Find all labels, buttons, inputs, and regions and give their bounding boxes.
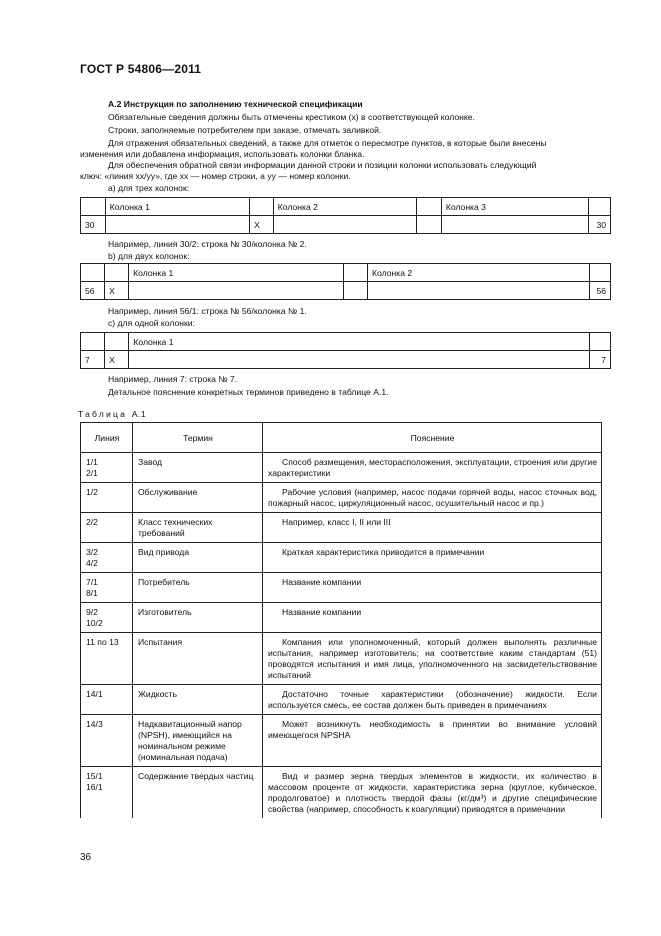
table-caption-number: А.1 [131, 409, 147, 419]
paragraph: изменения или добавлена информация, использовать колонки бланка. [80, 149, 365, 159]
cell-line: 9/2 10/2 [81, 603, 133, 633]
cell-explanation: Рабочие условия (например, насос подачи горячей воды, насос сточных вод, пожарный насос, циркуляционный насос, осушительный насос и пр.) [263, 483, 602, 513]
paragraph: Для отражения обязательных сведений, а также для отметок о пересмотре пунктов, в которые были внесены [108, 138, 547, 148]
cell-explanation: Например, класс I, II или III [263, 513, 602, 543]
table-row [81, 603, 602, 633]
cell-explanation: Краткая характеристика приводится в примечании [263, 543, 602, 573]
example-two-columns [80, 263, 611, 300]
example-note: Например, линия 7: строка № 7. [108, 374, 238, 384]
cross-mark: X [105, 282, 129, 300]
paragraph: Для обеспечения обратной связи информации данной строки и позиции колонки использовать следующий [108, 160, 537, 170]
example-three-columns [80, 197, 611, 234]
page-number: 36 [80, 852, 92, 863]
line-number-right: 7 [589, 351, 610, 369]
cross-mark: X [105, 351, 129, 369]
cell-term: Испытания [133, 633, 263, 685]
cross-mark: X [250, 216, 274, 234]
terms-table [80, 422, 602, 818]
cell-explanation: Вид и размер зерна твердых элементов в жидкости, их количество в массовом проценте от жидкости, характеристика зерна (круглое, кубическое, продолговатое) и плотность твердой фазы (кг/дм³) и другие специфические свойства (например, способность к коагуляции) приводятся в примечании [263, 767, 602, 819]
line-number-right: 30 [589, 216, 611, 234]
cell-line: 11 по 13 [81, 633, 133, 685]
table-caption [78, 409, 146, 419]
section-title: А.2 Инструкция по заполнению технической спецификации [108, 99, 363, 109]
cell-explanation: Достаточно точные характеристики (обозначение) жидкости. Если используется смесь, ее состав должен быть приведен в примечаниях [263, 685, 602, 715]
cell-term: Надкавитационный напор (NPSH), имеющийся на номинальном режиме (номинальная подача) [133, 715, 263, 767]
cell-line: 1/2 [81, 483, 133, 513]
paragraph: Строки, заполняемые потребителем при заказе, отмечать заливкой. [108, 125, 382, 135]
cell-term: Класс технических требований [133, 513, 263, 543]
cell-term: Обслуживание [133, 483, 263, 513]
cell-term: Содержание твердых частиц [133, 767, 263, 819]
example-label: b) для двух колонок: [108, 251, 190, 261]
column-label: Колонка 1 [129, 264, 344, 282]
line-number-right: 56 [589, 282, 610, 300]
header-line: Линия [81, 423, 133, 453]
cell-term: Изготовитель [133, 603, 263, 633]
table-row [81, 767, 602, 819]
example-note: Например, линия 56/1: строка № 56/колонка № 1. [108, 306, 307, 316]
column-label: Колонка 1 [105, 198, 249, 216]
table-row [81, 573, 602, 603]
cell-line: 14/3 [81, 715, 133, 767]
table-row [81, 513, 602, 543]
cell-term: Жидкость [133, 685, 263, 715]
column-label: Колонка 2 [273, 198, 416, 216]
cell-term: Потребитель [133, 573, 263, 603]
example-label: а) для трех колонок: [108, 183, 190, 193]
table-row [81, 453, 602, 483]
table-row [81, 685, 602, 715]
table-row [81, 633, 602, 685]
line-number: 56 [81, 282, 105, 300]
column-label: Колонка 3 [441, 198, 588, 216]
table-row [81, 715, 602, 767]
cell-line: 1/1 2/1 [81, 453, 133, 483]
paragraph: ключ: «линия хх/уу», где хх — номер строки, а уу — номер колонки. [80, 171, 351, 181]
line-number: 7 [81, 351, 105, 369]
cell-line: 3/2 4/2 [81, 543, 133, 573]
cell-explanation: Способ размещения, месторасположения, эксплуатации, строения или другие характеристики [263, 453, 602, 483]
column-label: Колонка 2 [368, 264, 590, 282]
cell-term: Завод [133, 453, 263, 483]
line-number: 30 [81, 216, 106, 234]
cell-explanation: Название компании [263, 573, 602, 603]
closing-paragraph: Детальное пояснение конкретных терминов приведено в таблице А.1. [108, 387, 389, 397]
cell-explanation: Название компании [263, 603, 602, 633]
table-row [81, 483, 602, 513]
table-caption-word: Таблица [78, 409, 128, 419]
table-row [81, 543, 602, 573]
cell-line: 7/1 8/1 [81, 573, 133, 603]
cell-explanation: Компания или уполномоченный, который должен выполнять различные испытания, например изготовитель; на соответствие каким стандартам (51) проводятся испытания и имя лица, уполномоченного на засвидетельствование испытаний [263, 633, 602, 685]
column-label: Колонка 1 [129, 333, 589, 351]
cell-line: 14/1 [81, 685, 133, 715]
cell-line: 2/2 [81, 513, 133, 543]
cell-line: 15/1 16/1 [81, 767, 133, 819]
paragraph: Обязательные сведения должны быть отмечены крестиком (x) в соответствующей колонке. [108, 112, 475, 122]
example-note: Например, линия 30/2: строка № 30/колонка № 2. [108, 239, 307, 249]
header-term: Термин [133, 423, 263, 453]
cell-term: Вид привода [133, 543, 263, 573]
example-label: c) для одной колонки: [108, 318, 195, 328]
cell-explanation: Может возникнуть необходимость в принятии во внимание условий имеющегося NPSHA [263, 715, 602, 767]
document-header: ГОСТ Р 54806—2011 [80, 62, 202, 76]
example-one-column [80, 332, 611, 369]
header-explanation: Пояснение [263, 423, 602, 453]
